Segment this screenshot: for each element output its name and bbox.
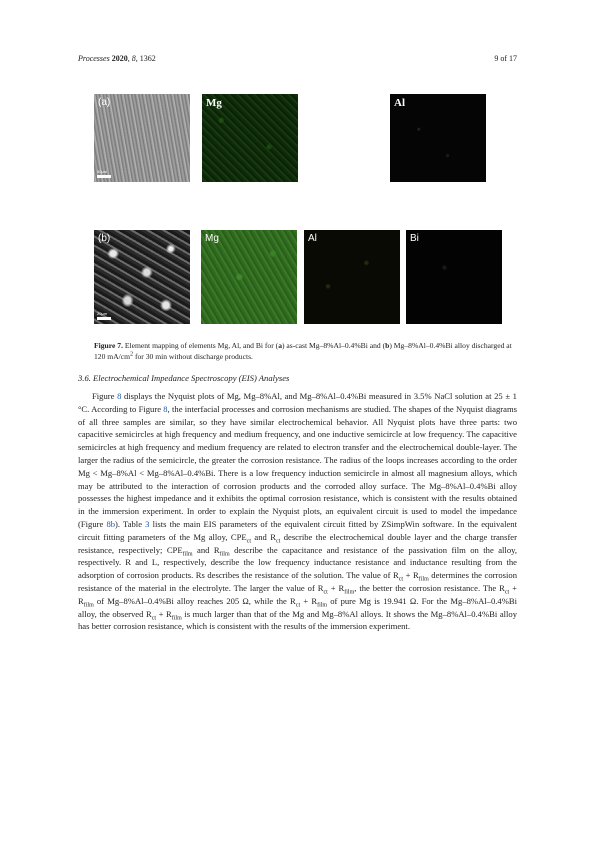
- mg-map-as-cast: [202, 94, 298, 182]
- map-label-al: Al: [394, 97, 405, 109]
- page-header: [78, 54, 517, 66]
- al-map-as-cast: [390, 94, 486, 182]
- panel-label-a: (a): [98, 97, 111, 108]
- map-label-al: Al: [308, 233, 317, 244]
- bi-map-discharged: [406, 230, 502, 324]
- map-label-mg: Mg: [206, 97, 222, 109]
- figure-link[interactable]: 8: [163, 403, 168, 414]
- body-paragraph: Figure 8 displays the Nyquist plots of Mg, Mg–8%Al, and Mg–8%Al–0.4%Bi measured in 3.5% NaCl solution at 25 ± 1 °C. According to Figure 8, the interfacial processes and corrosion mechanisms are studied. The shapes of the Nyquist diagrams of all three samples are similar, so they have similar electrochemical behavior. All Nyquist plots have three parts: two capacitive semicircles at high frequency and medium frequency, and one inductive semicircle at low frequency. The capacitive semicircles at high frequency and medium frequency are related to electron transfer and the electrochemical double-layer. The larger the radius of the semicircle, the greater the corrosion resistance. The radius of the loops increases according to the order Mg < Mg–8%Al < Mg–8%Al–0.4%Bi. There is a low frequency induction semicircle in almost all magnesium alloys, which may be attributed to the interaction of corrosion products and the corroded alloy surface. The Mg–8%Al–0.4%Bi alloy possesses the highest impedance and it exhibits the optimal corrosion resistance, which is consistent with the results obtained in the immersion experiment. In order to explain the Nyquist plots, an equivalent circuit is used to model the impedance (Figure 8b). Table 3 lists the main EIS parameters of the equivalent circuit fitted by ZSimpWin software. In the equivalent circuit fitting parameters of the Mg alloy, $CPE_{ct}$ and $R_{ct}$ describe the electrochemical double layer and the charge transfer resistance, respectively; $CPE_{film}$ and $R_{film}$ describe the capacitance and resistance of the passivation film on the alloy, respectively. R and L, respectively, describe the low frequency inductance resistance and inductance resulting from the adsorption of corrosion products. Rs describes the resistance of the solution. The value of $R_{ct} + R_{film}$ determines the corrosion resistance of the material in the electrolyte. The larger the value of $R_{ct} + R_{film}$, the better the corrosion resistance. The $R_{ct} + R_{film}$ of Mg–8%Al–0.4%Bi alloy reaches 205 Ω, while the $R_{ct} + R_{film}$ of pure Mg is 19.941 Ω. For the Mg–8%Al–0.4%Bi alloy, the observed $R_{ct} + R_{film}$ is much larger than that of the Mg and Mg–8%Al alloys. It shows the Mg–8%Al–0.4%Bi alloy has better corrosion resistance, which is consistent with the results of the immersion experiment.: [78, 391, 518, 632]
- mg-map-discharged: [201, 230, 297, 324]
- map-label-mg: Mg: [205, 233, 219, 244]
- figure-link[interactable]: 8: [117, 391, 122, 401]
- page-number: 9 of 17: [494, 54, 517, 63]
- figure-caption: Figure 7. Element mapping of elements Mg, Al, and Bi for (a) as-cast Mg–8%Al–0.4%Bi and (b) Mg–8%Al–0.4%Bi alloy discharged at 120 $mA/cm^2$ for 30 min without discharge products.: [94, 341, 512, 361]
- sem-image-as-cast: [94, 94, 190, 182]
- section-heading: 3.6. Electrochemical Impedance Spectroscopy (EIS) Analyses: [78, 373, 290, 383]
- journal-citation: Processes 2020, 8, 1362: [78, 54, 156, 63]
- al-map-discharged: [304, 230, 400, 324]
- table-link[interactable]: 3: [145, 518, 150, 529]
- scale-bar: 20μm: [97, 311, 111, 320]
- sem-image-discharged: [94, 230, 190, 324]
- scale-bar: 50μm: [97, 169, 111, 178]
- map-label-bi: Bi: [410, 233, 419, 244]
- panel-label-b: (b): [98, 233, 111, 244]
- figure-link[interactable]: 8b: [106, 518, 116, 529]
